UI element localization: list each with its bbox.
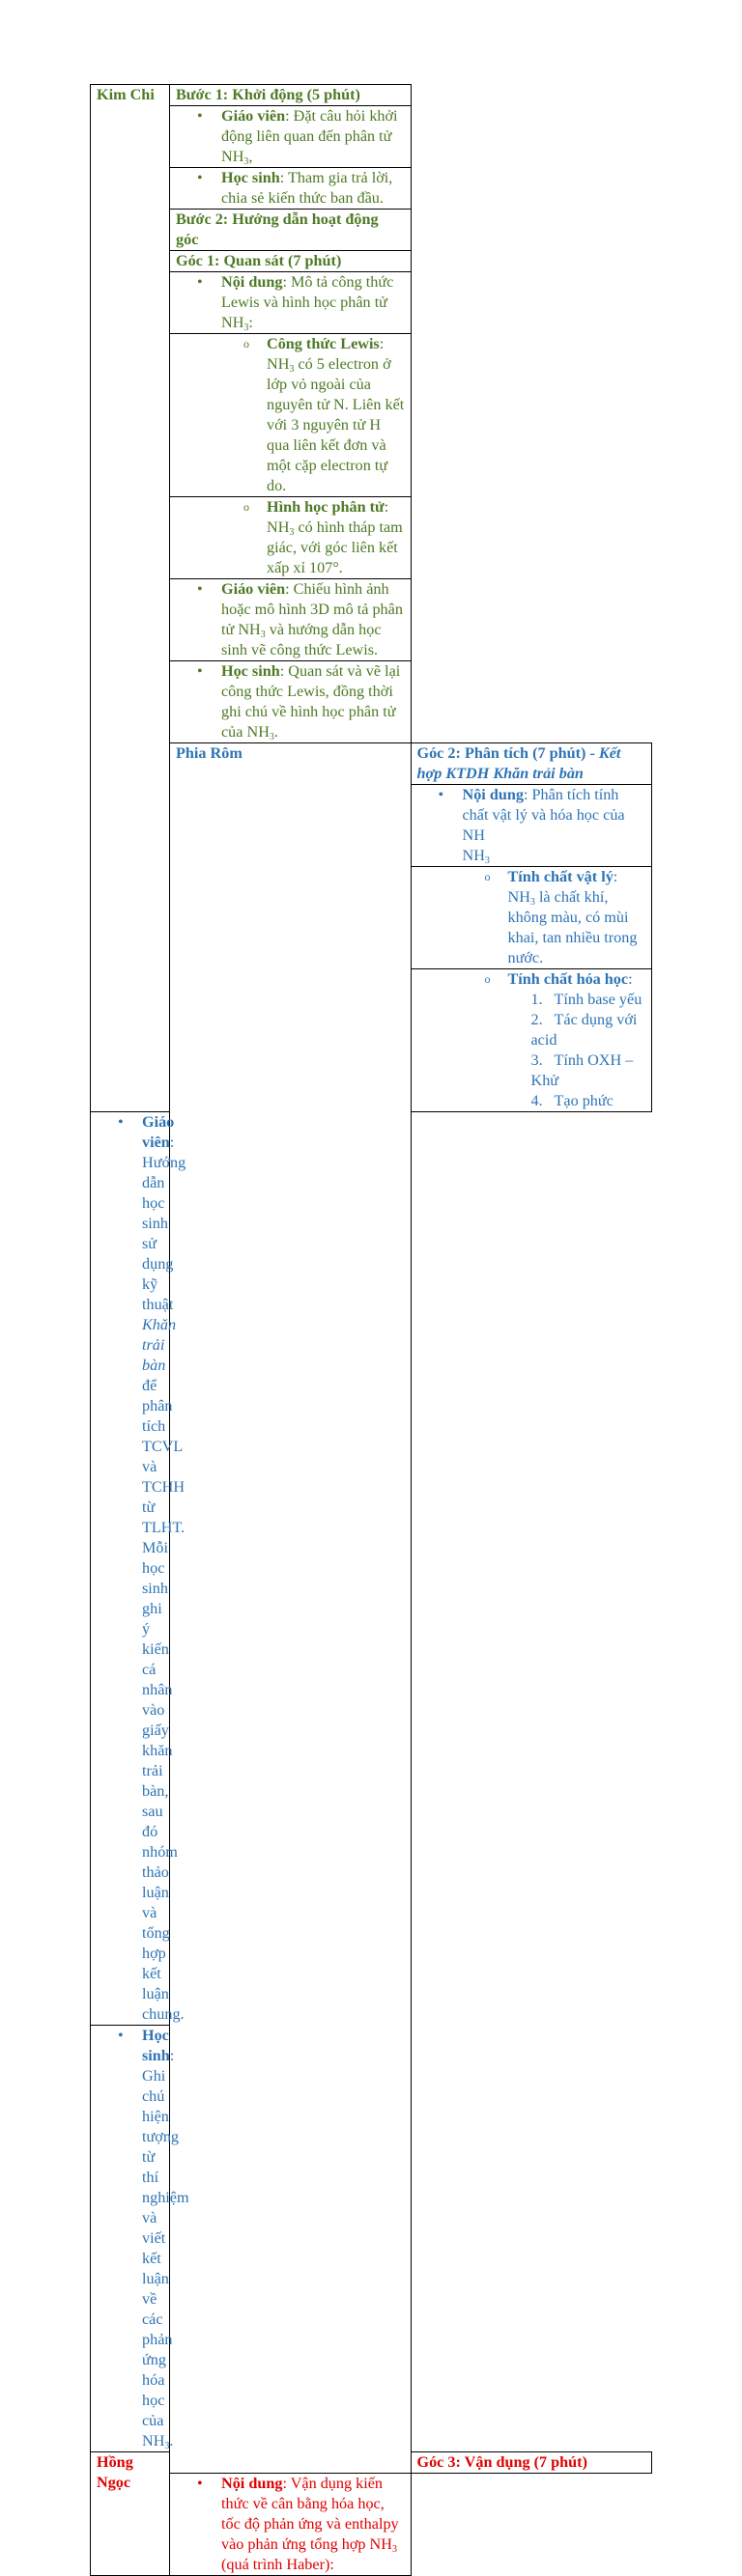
goc1-content-item: • Nội dung: Mô tả công thức Lewis và hình học phân tử $NH_3$: — [170, 272, 412, 334]
chem-prop-item: 1. Tính base yếu — [530, 991, 642, 1008]
chem-prop-item: 4. Tạo phức — [530, 1092, 614, 1109]
circle-bullet-icon: o — [484, 972, 491, 986]
goc3-heading: Góc 3: Vận dụng (7 phút) — [411, 2452, 652, 2474]
bullet-icon: • — [197, 580, 203, 598]
goc1-student-item: • Học sinh: Quan sát và vẽ lại công thức Lewis, đồng thời ghi chú về hình học phân tử của $NH_3$. — [170, 661, 412, 743]
bullet-icon: • — [197, 107, 203, 125]
bullet-icon: • — [197, 273, 203, 291]
circle-bullet-icon: o — [243, 337, 249, 350]
step1-student-item: • Học sinh: Tham gia trả lời, chia sẻ kiến thức ban đầu. — [170, 168, 412, 210]
bullet-icon: • — [438, 786, 444, 803]
goc1-lewis-item: o Công thức Lewis: $NH_3$ có 5 electron ở lớp vỏ ngoài của nguyên tử N. Liên kết với 3 nguyên tử H qua liên kết đơn và một cặp electron tự do. — [170, 334, 412, 497]
group-phia-rom: Phia Rôm — [170, 743, 412, 2474]
step2-heading: Bước 2: Hướng dẫn hoạt động góc — [170, 210, 412, 251]
goc1-geometry-item: o Hình học phân tử: $NH_3$ có hình tháp tam giác, với góc liên kết xấp xỉ 107°. — [170, 497, 412, 579]
bullet-icon: • — [118, 1113, 124, 1131]
step1-teacher-item: • Giáo viên: Đặt câu hỏi khởi động liên quan đến phân tử $NH_3$, — [170, 106, 412, 168]
chem-prop-item: 2. Tác dụng với acid — [530, 1011, 638, 1049]
group-kim-chi: Kim Chi — [91, 85, 170, 1112]
lesson-plan-table — [90, 84, 652, 2576]
bullet-icon: • — [197, 2475, 203, 2492]
bullet-icon: • — [118, 2027, 124, 2044]
goc2-teacher-item: • Giáo viên: Hướng dẫn học sinh sử dụng kỹ thuật Khăn trải bàn để phân tích TCVL và TCHH từ TLHT. Mỗi học sinh ghi ý kiến cá nhân vào giấy khăn trải bàn, sau đó nhóm thảo luận và tổng hợp kết luận chung. — [91, 1112, 170, 2026]
goc2-physical-item: o Tính chất vật lý: $NH_3$ là chất khí, không màu, có mùi khai, tan nhiều trong nước. — [411, 867, 652, 969]
group-hong-ngoc: Hồng Ngọc — [91, 2452, 170, 2576]
goc2-heading: Góc 2: Phân tích (7 phút) - Kết hợp KTDH Khăn trải bàn — [411, 743, 652, 785]
circle-bullet-icon: o — [484, 870, 491, 883]
bullet-icon: • — [197, 662, 203, 680]
goc2-student-item: • Học sinh: Ghi chú hiện tượng từ thí nghiệm và viết kết luận về các phản ứng hóa học của $NH_3$. — [91, 2026, 170, 2452]
goc3-content-item: • Nội dung: Vận dụng kiến thức về cân bằng hóa học, tốc độ phản ứng và enthalpy vào phản ứng tổng hợp $NH_3$ (quá trình Haber): — [170, 2474, 412, 2576]
goc1-heading: Góc 1: Quan sát (7 phút) — [170, 251, 412, 272]
step1-heading: Bước 1: Khởi động (5 phút) — [170, 85, 412, 106]
goc2-content-item: • Nội dung: Phân tích tính chất vật lý và hóa học của NH $NH_3$ — [411, 785, 652, 867]
chem-prop-item: 3. Tính OXH – Khử — [530, 1051, 634, 1089]
goc1-teacher-item: • Giáo viên: Chiếu hình ảnh hoặc mô hình 3D mô tả phân tử $NH_3$ và hướng dẫn học sinh vẽ công thức Lewis. — [170, 579, 412, 661]
goc2-chemical-item: o Tính chất hóa học: 1. Tính base yếu 2. Tác dụng với acid 3. Tính OXH – Khử 4. Tạo phức — [411, 969, 652, 1112]
bullet-icon: • — [197, 169, 203, 186]
circle-bullet-icon: o — [243, 500, 249, 514]
